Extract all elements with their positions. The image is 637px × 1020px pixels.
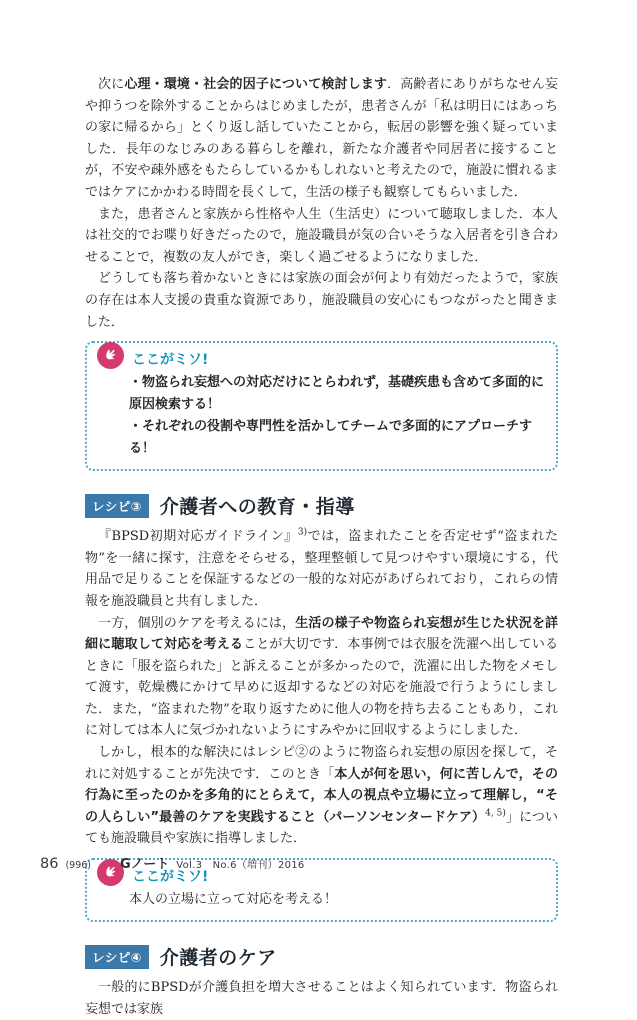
recipe-4-title: 介護者のケア: [159, 947, 277, 970]
reference-superscript: 3): [297, 527, 308, 538]
intro-paragraph-3: どうしても落ち着かないときには家族の面会が何より有効だったようで，家族の存在は本人支援の貴重な資源であり，施設職員の安心にもつながったと聞きました．: [85, 271, 558, 330]
key-point-title: ここがミソ!: [132, 351, 209, 368]
key-point-box-1: [85, 341, 558, 471]
recipe-3-p2-lead: 一方，個別のケアを考えるには，: [98, 615, 296, 631]
key-point-item: ・それぞれの役割や専門性を活かしてチームで多面的にアプローチする！: [129, 419, 533, 457]
recipe-3-p1-text: 『BPSD初期対応ガイドライン』: [98, 529, 298, 545]
key-point-item: 本人の立場に立って対応を考える！: [129, 892, 338, 908]
recipe-4-paragraph-1: 一般的にBPSDが介護負担を増大させることはよく知られています．物盗られ妄想では家族: [85, 980, 558, 1017]
intro-p1-rest: ．高齢者にありがちなせん妄や抑うつを除外することからはじめましたが，患者さんが「私は明日にはあっちの家に帰るから」とくり返し話していたことから，転居の影響を強く疑っていました．長年のなじみのある暮らしを離れ，新たな介護者や同居者に接することが，不安や疎外感をもたらしているかもしれないと考えたので，施設に慣れるまではケアにかかわる時間を長くして，生活の様子も観察してもらいました．: [85, 77, 558, 200]
pointing-hand-icon: [97, 342, 124, 369]
intro-paragraph-2: また，患者さんと家族から性格や人生（生活史）について聴取しました．本人は社交的でお喋り好きだったので，施設職員が気の合いそうな入居者を引き合わせることで，複数の友人ができ，楽しく過ごせるようになりました．: [85, 206, 558, 265]
recipe-3-p2-rest: ことが大切です．本事例では衣服を洗濯へ出しているときに「服を盗られた」と訴えることが多かったので，洗濯に出した物をメモして渡す，乾燥機にかけて早めに返却するなどの対応を施設で行うようにしました．また，“盗まれた物”を取り返すために他人の物を持ち去ることもあり，これに対しては本人に気づかれないようにすみやかに回収するようにしました．: [85, 637, 558, 739]
recipe-3-p3-rest: 」についても施設職員や家族に指導しました．: [85, 809, 558, 847]
page-footer: [40, 853, 305, 872]
recipe-3-paragraph-1: [85, 526, 558, 612]
intro-p1-lead: 次に: [98, 77, 125, 92]
recipe-3-p1-rest: では，盗まれたことを否定せず“盗まれた物”を一緒に探す，注意をそらせる，整理整頓して見つけやすい環境にする，代用品で足りることを保証するなどの一般的な対応があげられており，これらの情報を施設職員と共有しました．: [85, 529, 558, 609]
key-point-list: [101, 372, 544, 460]
recipe-3-badge: レシピ③: [85, 494, 149, 518]
recipe-3-heading: [85, 492, 558, 519]
recipe-3-title: 介護者への教育・指導: [159, 496, 355, 519]
issue-info: Vol.3 No.6（増刊）2016: [176, 860, 305, 871]
page-body: [85, 74, 558, 1020]
recipe-3-p3-bold: 本人が何を思い，何に苦しんで，その行為に至ったのかを多角的にとらえて，本人の視点や立場に立って理解し，“その人らしい”最善のケアを実践すること（パーソンセンタードケア）: [85, 766, 558, 825]
reference-superscript: 4, 5): [485, 808, 506, 819]
recipe-4-heading: [85, 943, 558, 970]
key-point-title: ここがミソ!: [132, 868, 209, 885]
journal-name: Gノート: [120, 857, 170, 872]
recipe-3-p2-bold: 生活の様子や物盗られ妄想が生じた状況を詳細に聴取して対応を考える: [85, 615, 558, 653]
recipe-4-badge: レシピ④: [85, 945, 149, 969]
page-number: 86: [40, 856, 59, 872]
key-point-list: [101, 889, 544, 911]
recipe-3-paragraph-3: [85, 742, 558, 850]
intro-p1-bold: 心理・環境・社会的因子について検討します: [124, 77, 388, 92]
recipe-3-p3-lead: しかし，根本的な解決にはレシピ②のように物盗られ妄想の原因を探して，それに対処することが先決です．このとき「: [85, 745, 558, 782]
recipe-3-paragraph-2: [85, 613, 558, 743]
intro-paragraph-1: [85, 74, 558, 204]
key-point-header: [101, 348, 544, 369]
page-number-secondary: (996): [65, 860, 91, 871]
key-point-item: ・物盗られ妄想への対応だけにとらわれず，基礎疾患も含めて多面的に原因検索する！: [129, 375, 544, 413]
